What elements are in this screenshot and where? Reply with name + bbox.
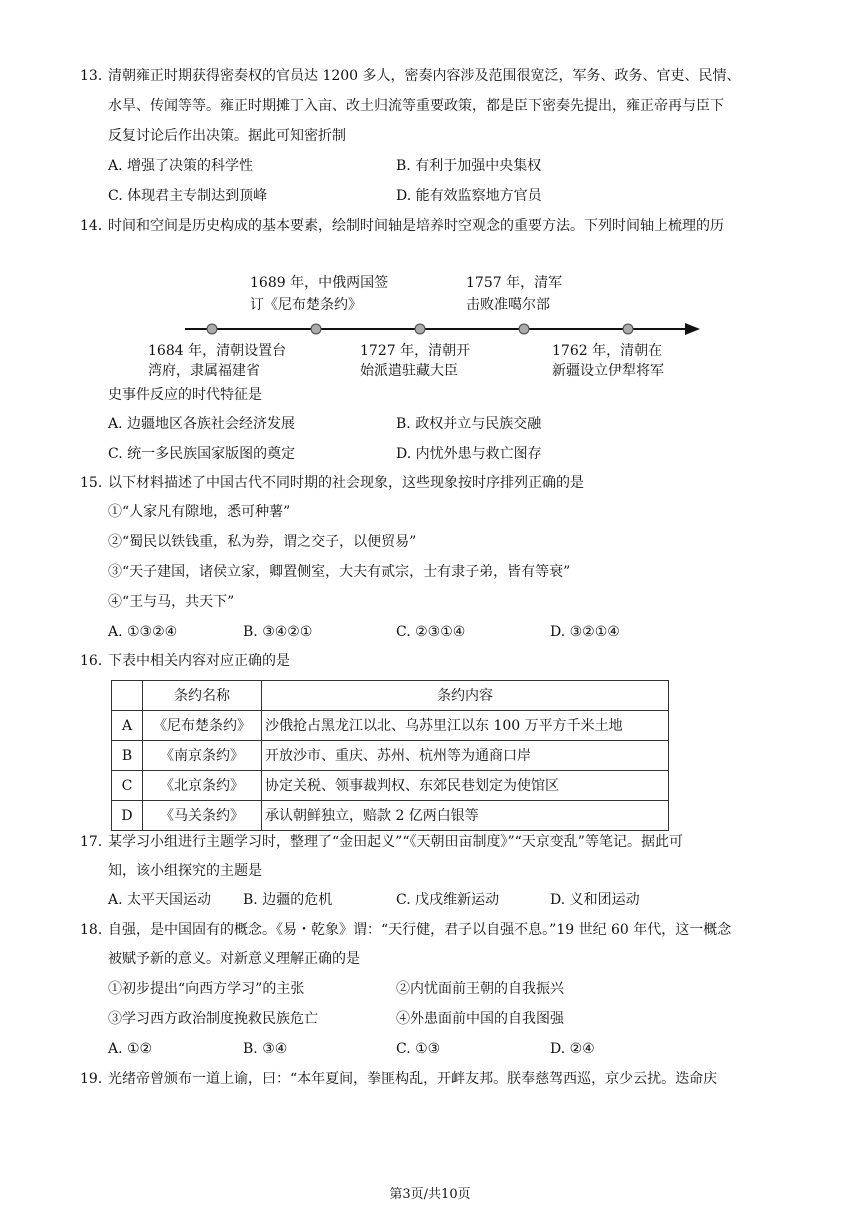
material-item: ①“人家凡有隙地，悉可种薯” bbox=[108, 504, 291, 520]
table-cell: A bbox=[112, 711, 143, 741]
timeline-label-1684: 湾府，隶属福建省 bbox=[148, 363, 260, 379]
question-stem-line: 水旱、传闻等等。雍正时期摊丁入亩、改土归流等重要政策，都是臣下密奏先提出，雍正帝再与臣下 bbox=[108, 98, 724, 114]
option-c: C. 体现君主专制达到顶峰 bbox=[108, 188, 268, 204]
question-stem-line: 下表中相关内容对应正确的是 bbox=[108, 653, 290, 669]
table-header-row bbox=[112, 681, 669, 711]
timeline-arrow-icon bbox=[685, 323, 700, 335]
timeline-label-1727: 始派遣驻藏大臣 bbox=[360, 363, 458, 379]
option-a: A. 边疆地区各族社会经济发展 bbox=[108, 416, 296, 432]
table-cell: 协定关税、领事裁判权、东郊民巷划定为使馆区 bbox=[262, 771, 669, 801]
material-item: ④“王与马，共天下” bbox=[108, 594, 235, 610]
timeline-label-1689: 1689 年，中俄两国签 bbox=[250, 275, 389, 291]
question-stem-line: 被赋予新的意义。对新意义理解正确的是 bbox=[108, 951, 360, 967]
question-number: 16． bbox=[80, 653, 112, 669]
table-row bbox=[112, 711, 669, 741]
option-c: C. 统一多民族国家版图的奠定 bbox=[108, 446, 296, 462]
table-cell: C bbox=[112, 771, 143, 801]
question-number: 14． bbox=[80, 218, 112, 234]
table-cell: 《马关条约》 bbox=[143, 801, 262, 831]
table-row bbox=[112, 801, 669, 831]
table-cell: 《北京条约》 bbox=[143, 771, 262, 801]
timeline-axis bbox=[180, 318, 705, 340]
question-number: 15． bbox=[80, 475, 112, 491]
option-b: B. ③④ bbox=[243, 1041, 288, 1057]
timeline-label-1762: 新疆设立伊犁将军 bbox=[552, 363, 664, 379]
table-cell: 开放沙市、重庆、苏州、杭州等为通商口岸 bbox=[262, 741, 669, 771]
question-stem-line: 某学习小组进行主题学习时，整理了“金田起义”“《天朝田亩制度》”“天京变乱”等笔记。据此可 bbox=[108, 834, 683, 850]
table-row bbox=[112, 741, 669, 771]
table-cell: 《尼布楚条约》 bbox=[143, 711, 262, 741]
table-cell: B bbox=[112, 741, 143, 771]
timeline-label-1727: 1727 年，清朝开 bbox=[360, 343, 471, 359]
question-stem-line: 光绪帝曾颁布一道上谕，曰：“本年夏间，拳匪构乱，开衅友邦。朕奉慈驾西巡，京少云扰。迭命庆 bbox=[108, 1071, 718, 1087]
table-cell: 承认朝鲜独立，赔款 2 亿两白银等 bbox=[262, 801, 669, 831]
choice-item: ③学习西方政治制度挽救民族危亡 bbox=[108, 1011, 318, 1027]
option-b: B. ③④②① bbox=[243, 624, 313, 640]
table-cell: 《南京条约》 bbox=[143, 741, 262, 771]
choice-item: ④外患面前中国的自我图强 bbox=[396, 1011, 564, 1027]
table-header-cell: 条约名称 bbox=[143, 681, 262, 711]
choice-item: ①初步提出“向西方学习”的主张 bbox=[108, 981, 305, 997]
question-stem-line: 自强，是中国固有的概念。《易・乾象》谓：“天行健，君子以自强不息。”19 世纪 60 年代，这一概念 bbox=[108, 922, 732, 938]
question-stem-line: 史事件反应的时代特征是 bbox=[108, 387, 262, 403]
option-a: A. ①③②④ bbox=[108, 624, 178, 640]
option-c: C. 戊戌维新运动 bbox=[396, 892, 500, 908]
choice-item: ②内忧面前王朝的自我振兴 bbox=[396, 981, 564, 997]
timeline-dot-1762 bbox=[623, 324, 633, 334]
question-stem-line: 反复讨论后作出决策。据此可知密折制 bbox=[108, 128, 346, 144]
timeline-label-1762: 1762 年，清朝在 bbox=[552, 343, 663, 359]
option-d: D. ③②①④ bbox=[550, 624, 620, 640]
option-d: D. 能有效监察地方官员 bbox=[396, 188, 542, 204]
timeline-dot-1757 bbox=[519, 324, 529, 334]
table-cell: 沙俄抢占黑龙江以北、乌苏里江以东 100 万平方千米土地 bbox=[262, 711, 669, 741]
material-item: ②“蜀民以铁钱重，私为券，谓之交子，以便贸易” bbox=[108, 534, 417, 550]
option-c: C. ②③①④ bbox=[396, 624, 466, 640]
question-number: 13． bbox=[80, 68, 112, 84]
timeline-label-1757: 击败准噶尔部 bbox=[466, 297, 550, 313]
question-stem-line: 以下材料描述了中国古代不同时期的社会现象，这些现象按时序排列正确的是 bbox=[108, 475, 584, 491]
timeline-label-1684: 1684 年，清朝设置台 bbox=[148, 343, 287, 359]
option-d: D. 义和团运动 bbox=[550, 892, 640, 908]
question-number: 18． bbox=[80, 922, 112, 938]
question-stem-line: 清朝雍正时期获得密奏权的官员达 1200 多人，密奏内容涉及范围很宽泛，军务、政务、官吏、民情、 bbox=[108, 68, 741, 84]
timeline-dot-1684 bbox=[207, 324, 217, 334]
treaty-table bbox=[111, 680, 669, 831]
option-d: D. 内忧外患与救亡图存 bbox=[396, 446, 542, 462]
timeline-dot-1689 bbox=[311, 324, 321, 334]
timeline-label-1757: 1757 年，清军 bbox=[466, 275, 563, 291]
question-stem-line: 时间和空间是历史构成的基本要素，绘制时间轴是培养时空观念的重要方法。下列时间轴上梳理的历 bbox=[108, 218, 724, 234]
material-item: ③“天子建国，诸侯立家，卿置侧室，大夫有贰宗，士有隶子弟，皆有等衰” bbox=[108, 564, 571, 580]
table-cell: D bbox=[112, 801, 143, 831]
option-a: A. 增强了决策的科学性 bbox=[108, 158, 254, 174]
question-number: 17． bbox=[80, 834, 112, 850]
option-d: D. ②④ bbox=[550, 1041, 595, 1057]
option-b: B. 边疆的危机 bbox=[243, 892, 333, 908]
question-number: 19． bbox=[80, 1071, 112, 1087]
timeline-label-1689: 订《尼布楚条约》 bbox=[250, 297, 362, 313]
table-header-cell: 条约内容 bbox=[262, 681, 669, 711]
page-number: 第3页/共10页 bbox=[389, 1187, 471, 1202]
question-stem-line: 知，该小组探究的主题是 bbox=[108, 863, 262, 879]
option-b: B. 政权并立与民族交融 bbox=[396, 416, 542, 432]
option-b: B. 有利于加强中央集权 bbox=[396, 158, 542, 174]
timeline-dot-1727 bbox=[415, 324, 425, 334]
option-c: C. ①③ bbox=[396, 1041, 441, 1057]
table-header-cell bbox=[112, 681, 143, 711]
option-a: A. ①② bbox=[108, 1041, 153, 1057]
option-a: A. 太平天国运动 bbox=[108, 892, 212, 908]
table-row bbox=[112, 771, 669, 801]
